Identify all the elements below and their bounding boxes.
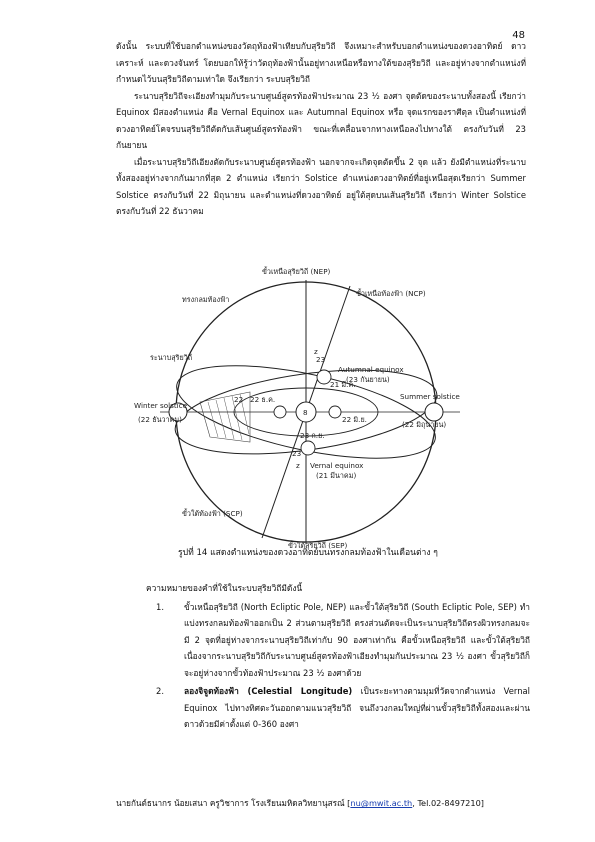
winter-label: Winter solstice (134, 401, 188, 410)
body-text (116, 38, 526, 220)
definitions-section (146, 580, 530, 733)
ecliptic-plane-label: ระนาบสุริยวิถี (150, 353, 193, 362)
nep-label: ขั้วเหนือสุริยวิถี (NEP) (262, 267, 331, 276)
footer-phone: , Tel.02-8497210] (412, 798, 484, 808)
jun-label: 22 มิ.ย. (342, 415, 367, 424)
definition-item (146, 683, 530, 733)
celestial-sphere-label: ทรงกลมท้องฟ้า (182, 295, 230, 304)
definition-number: 2. (156, 686, 164, 696)
paragraph-3: เมื่อระนาบสุริยวิถีเอียงตัดกับระนาบศูนย์สูตรท้องฟ้า นอกจากจะเกิดจุดตัดขึ้น 2 จุด แล้ว ยังมีตำแหน่งที่ระนาบทั้งสองอยู่ห่างจากกันมากที่สุด 2 ตำแหน่ง เรียกว่า Solstice ตำแหน่งดวงอาทิตย์ที่อยู่เหนือสุดเรียกว่า Summer Solstice ตรงกับวันที่ 22 มิถุนายน และตำแหน่งที่ดวงอาทิตย์ อยู่ใต้สุดบนเส้นสุริยวิถี เรียกว่า Winter Solstice ตรงกับวันที่ 22 ธันวาคม (116, 156, 526, 216)
winter-date: (22 ธันวาคม) (138, 415, 182, 424)
vernal-date: (21 มีนาคม) (316, 471, 357, 480)
angle-23-top: 23 (316, 355, 326, 364)
angle-23-bottom: 23 (292, 449, 302, 458)
definition-number: 1. (156, 601, 164, 612)
definition-text: เป็นระยะทางตามมุมที่วัดจากตำแหน่ง Vernal Equinox ไปทางทิศตะวันออกตามแนวสุริยวิถี จนถึงวงกลมใหญ่ที่ผ่านขั้วสุริยวิถีทั้งสองและผ่านดาวด้วยมีค่าตั้งแต่ 0-360 องศา (184, 686, 530, 729)
paragraph-1: ดังนั้น ระบบที่ใช้บอกตำแหน่งของวัตถุท้องฟ้าเทียบกับสุริยวิถี จึงเหมาะสำหรับบอกตำแหน่งของดวงอาทิตย์ ดาวเคราะห์ และดวงจันทร์ โดยบอกให้รู้ว่าวัตถุท้องฟ้านั้นอยู่ทางเหนือหรือทางใต้ของสุริยวิถี และอยู่ห่างจากตำแหน่งที่กำหนดไว้บนสุริยวิถีตามเท่าใด จึงเรียกว่า ระบบสุริยวิถี (116, 41, 526, 84)
earth-label: 8 (303, 408, 308, 417)
page-number: 48 (512, 30, 525, 41)
definition-text: ขั้วเหนือสุริยวิถี (North Ecliptic Pole, NEP) และขั้วใต้สุริยวิถี (South Ecliptic Pole, SEP) ทำแบ่งทรงกลมท้องฟ้าออกเป็น 2 ส่วนตามสุริยวิถี ตรงส่วนตัดจะเป็นระนาบสุริยวิถีตรงผิวทรงกลมจะมี 2 จุดที่อยู่ห่างจากระนาบสุริยวิถีเท่ากับ 90 องศาเท่ากัน คือขั้วเหนือสุริยวิถี และขั้วใต้สุริยวิถี เนื่องจากระนาบสุริยวิถีกับระนาบศูนย์สูตรท้องฟ้าเอียงทำมุมกันประมาณ 23 ½ องศา ขั้วสุริยวิถีก็จะอยู่ห่างจากขั้วท้องฟ้าประมาณ 23 ½ องศาด้วย (184, 601, 530, 678)
jun-sun-icon (329, 406, 341, 418)
mar-label: 21 มี.ค. (330, 380, 356, 389)
definition-term: ลองจิจูดท้องฟ้า (Celestial Longitude) (184, 686, 353, 696)
autumnal-label: Autumnal equinox (338, 365, 404, 374)
ncp-label: ขั้วเหนือท้องฟ้า (NCP) (356, 289, 426, 298)
vernal-label: Vernal equinox (310, 461, 364, 470)
definition-body (184, 683, 530, 733)
figure-caption: รูปที่ 14 แสดงตำแหน่งของดวงอาทิตย์บนทรงกลมท้องฟ้าในเดือนต่าง ๆ (178, 548, 438, 558)
dec-label: 22 ธ.ค. (250, 395, 276, 404)
celestial-sphere-diagram (130, 262, 470, 552)
definition-item (146, 599, 530, 682)
z-bottom: z (296, 461, 300, 470)
z-top: z (314, 347, 318, 356)
autumnal-sun-icon (317, 370, 331, 384)
dec-sun-icon (274, 406, 286, 418)
summer-sun-icon (425, 403, 443, 421)
sep-date-label: 23 ก.ย. (300, 431, 325, 440)
footer (60, 797, 540, 810)
vernal-sun-icon (301, 441, 315, 455)
footer-author: นายกันต์ธนากร น้อยเสนา ครูวิชาการ โรงเรียนมหิดลวิทยานุสรณ์ [ (115, 798, 351, 808)
summer-date: (22 มิถุนายน) (402, 420, 447, 429)
scp-label: ขั้วใต้ท้องฟ้า (SCP) (182, 509, 243, 518)
paragraph-2: ระนาบสุริยวิถีจะเอียงทำมุมกับระนาบศูนย์สูตรท้องฟ้าประมาณ 23 ½ องศา จุดตัดของระนาบทั้งสองนี้ เรียกว่า Equinox มีสองตำแหน่ง คือ Vernal Equinox และ Autumnal Equinox หรือ จุดแรกของราศีตุล เป็นตำแหน่งที่ดวงอาทิตย์โคจรบนสุริยวิถีตัดกับเส้นศูนย์สูตรท้องฟ้า ขณะที่เคลื่อนจากทางเหนือลงไปทางใต้ ตรงกับวันที่ 23 กันยายน (116, 90, 526, 150)
angle-22-mid: 22 (234, 395, 244, 404)
celestial-sphere-figure (130, 262, 470, 552)
summer-label: Summer solstice (400, 392, 460, 401)
sep-label: ขั้วใต้สุริยวิถี (SEP) (288, 541, 348, 550)
footer-email-link[interactable]: nu@mwit.ac.th (350, 798, 413, 808)
autumnal-date: (23 กันยายน) (346, 375, 390, 384)
section-title: ความหมายของคำที่ใช้ในระบบสุริยวิถีมีดังนี้ (146, 583, 303, 593)
